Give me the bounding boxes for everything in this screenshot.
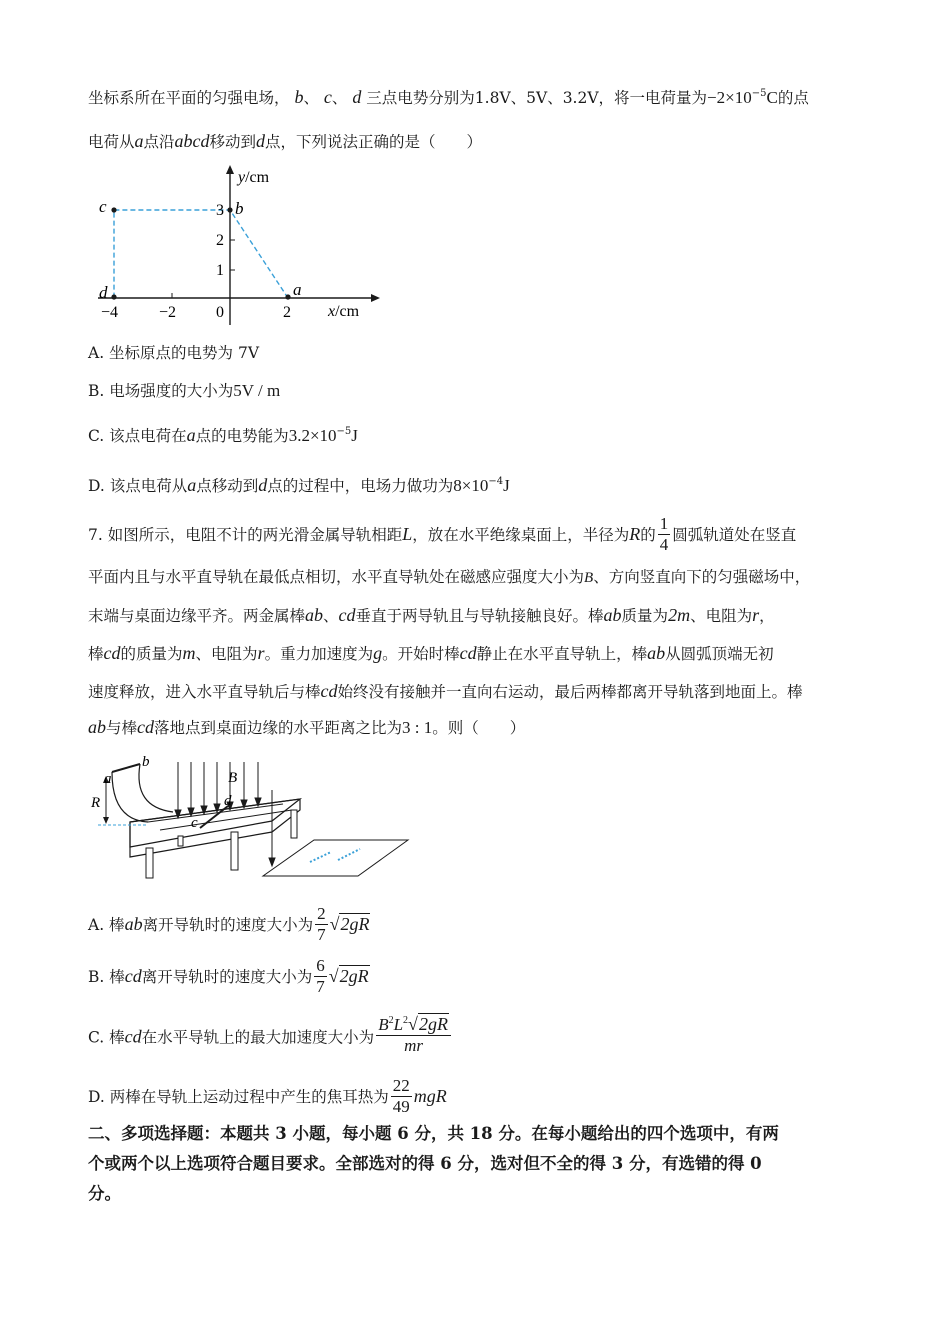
- fig-label-B: B: [228, 770, 238, 786]
- var-r: r: [257, 643, 265, 663]
- path-abcd: [114, 210, 288, 298]
- var-ab: ab: [647, 643, 666, 663]
- x-tick-label: 0: [216, 304, 224, 321]
- var-r: r: [752, 605, 760, 625]
- radicand: 2gR: [418, 1014, 448, 1034]
- q7-text: 末端与桌面边缘平齐。两金属棒: [88, 607, 306, 625]
- charge-exp: −5: [751, 88, 767, 99]
- table-leg: [178, 836, 183, 846]
- field-value: 5V / m: [233, 381, 281, 400]
- q6-coordinate-graph: [88, 160, 388, 330]
- var-cd: cd: [137, 717, 155, 737]
- energy-value: 3.2×10: [288, 426, 337, 445]
- q6-option-d: [88, 476, 510, 495]
- table-leg: [231, 832, 238, 870]
- y-tick-label: 2: [216, 232, 224, 249]
- fig-label-b: b: [142, 754, 150, 770]
- frac-den: 49: [392, 1096, 410, 1116]
- q7-text: 静止在水平直导轨上，棒: [476, 645, 648, 663]
- frac-den: 7: [317, 924, 326, 944]
- var-d: d: [256, 131, 266, 151]
- var-2m: 2m: [668, 605, 691, 625]
- var-d: d: [258, 475, 268, 495]
- sqrt-expression: √2gR: [329, 914, 370, 935]
- fig-label-c: c: [191, 815, 198, 831]
- q6-text: 三点电势分别为1.8V、5V、3.2V，将一电荷量为: [366, 89, 708, 107]
- var-cd: cd: [103, 643, 121, 663]
- option-text: 在水平导轨上的最大加速度大小为: [141, 1028, 375, 1047]
- q7-line-3: [88, 606, 775, 625]
- var-d: d: [352, 87, 362, 107]
- y-tick-label: 3: [216, 202, 224, 219]
- var-cd: cd: [124, 1026, 142, 1047]
- q7-line-6: [88, 718, 525, 737]
- q6-text: 电荷从: [88, 133, 135, 151]
- frac-den: mr: [404, 1035, 424, 1055]
- table-leg: [146, 848, 153, 878]
- option-text: B. 电场强度的大小为: [88, 382, 234, 400]
- x-tick-label: 2: [283, 304, 291, 321]
- var-ab: ab: [124, 914, 143, 935]
- q6-text: 移动到: [209, 133, 257, 151]
- q7-option-b: [88, 958, 370, 998]
- radicand: 2gR: [340, 914, 370, 935]
- q7-text: ，放在水平绝缘桌面上，半径为: [412, 526, 630, 545]
- q7-text: 与棒: [106, 719, 138, 737]
- x-axis-arrow: [371, 294, 380, 302]
- ratio-value: 3 : 1: [402, 718, 433, 737]
- fraction-quarter: [658, 514, 671, 554]
- sqrt-expression: √2gR: [328, 966, 369, 987]
- energy-unit: J: [351, 426, 358, 445]
- var-a: a: [134, 131, 144, 151]
- label-b: b: [235, 199, 244, 218]
- arc-rail-front: [112, 772, 148, 822]
- point-b: [227, 207, 232, 212]
- q6-line-1: [88, 88, 809, 107]
- q7-text: 圆弧轨道处在竖直: [672, 526, 797, 545]
- q7-text: 质量为: [621, 607, 669, 625]
- q6-text: 的点: [777, 89, 809, 107]
- option-text: 点移动到: [196, 477, 259, 495]
- option-text: C. 该点电荷在: [88, 427, 187, 445]
- q7-text: 的: [640, 526, 656, 545]
- fraction: [315, 904, 328, 944]
- var-B: B: [378, 1015, 389, 1034]
- work-exp: −4: [488, 476, 504, 487]
- var-R: R: [629, 524, 641, 545]
- var-cd: cd: [338, 605, 356, 625]
- label-a: a: [293, 280, 302, 299]
- q7-option-a: [88, 906, 370, 946]
- sep: 、: [323, 607, 339, 625]
- var-L: L: [402, 524, 413, 545]
- q7-line-4: [88, 644, 774, 663]
- frac-num: 2: [317, 904, 326, 923]
- section2-line-1: 二、多项选择题：本题共 3 小题，每小题 6 分，共 18 分。在每小题给出的四个选项中，有两: [88, 1124, 779, 1143]
- q6-line-2: [88, 132, 482, 151]
- sqrt-expression: √2gR: [408, 1014, 448, 1034]
- frac-num: 6: [316, 956, 325, 975]
- var-m: m: [182, 643, 196, 663]
- fraction: [391, 1076, 412, 1116]
- radicand: 2gR: [339, 966, 369, 987]
- point-d: [111, 294, 116, 299]
- dim-arrow: [103, 817, 109, 824]
- var-c: c: [323, 87, 332, 107]
- point-c: [111, 207, 116, 212]
- fraction: [376, 1014, 451, 1055]
- fig-label-d: d: [224, 793, 232, 809]
- q7-text: 、电阻为: [195, 645, 258, 663]
- q6-option-b: [88, 382, 280, 400]
- q6-text: 点沿: [143, 133, 175, 151]
- q7-text: 速度释放，进入水平直导轨后与棒: [88, 683, 321, 701]
- fraction: [314, 956, 327, 996]
- frac-den: 7: [316, 976, 325, 996]
- charge-unit: C: [766, 88, 778, 107]
- fig-label-R: R: [91, 795, 101, 811]
- section2-line-3: 分。: [88, 1184, 121, 1203]
- frac-den: 4: [659, 534, 669, 554]
- q6-option-a: [88, 346, 259, 362]
- sep: 、: [303, 89, 319, 107]
- q7-rail-figure: [88, 752, 418, 887]
- var-ab: ab: [88, 717, 106, 737]
- option-text: 离开导轨时的速度大小为: [142, 916, 314, 935]
- var-cd: cd: [459, 643, 477, 663]
- point-a: [285, 294, 290, 299]
- var-cd: cd: [124, 966, 142, 987]
- var-ab: ab: [603, 605, 622, 625]
- q7-line-5: [88, 682, 803, 701]
- y-unit: /cm: [245, 169, 270, 186]
- frac-num: 22: [392, 1076, 410, 1095]
- q7-option-d: [88, 1078, 447, 1118]
- option-text: D. 两棒在导轨上运动过程中产生的焦耳热为: [88, 1088, 389, 1107]
- q7-text: 。开始时棒: [382, 645, 460, 663]
- q7-line-1: [88, 516, 796, 556]
- q7-text: 、电阻为: [690, 607, 753, 625]
- option-text: 点的电势能为: [195, 427, 289, 445]
- table-leg: [291, 810, 297, 838]
- option-text: B. 棒: [88, 968, 125, 987]
- q7-text: 从圆弧顶端无初: [665, 645, 774, 663]
- y-tick-label: 1: [216, 262, 224, 279]
- frac-num: [376, 1014, 451, 1036]
- var-a: a: [186, 425, 196, 445]
- q7-text: 平面内且与水平直导轨在最低点相切，水平直导轨处在磁感应强度大小为: [88, 568, 585, 586]
- q7-line-2: [88, 570, 810, 586]
- q7-text: ，: [759, 607, 775, 625]
- q6-text: 坐标系所在平面的匀强电场，: [88, 89, 290, 107]
- bar-ab: [112, 764, 140, 772]
- work-unit: J: [503, 476, 510, 495]
- y-axis-label: y/cm: [238, 169, 270, 186]
- energy-exp: −5: [336, 426, 352, 437]
- var-a: a: [187, 475, 197, 495]
- charge-coef: −2×10: [707, 88, 752, 107]
- frac-num: 1: [659, 514, 669, 533]
- fig-label-a: a: [104, 771, 112, 787]
- q7-text: 。重力加速度为: [264, 645, 374, 663]
- var-cd: cd: [320, 681, 338, 701]
- q7-text: 7. 如图所示，电阻不计的两光滑金属导轨相距: [88, 526, 403, 545]
- option-text: A. 坐标原点的电势为 7V: [88, 344, 260, 362]
- var-b: b: [294, 87, 304, 107]
- q6-text: 点，下列说法正确的是（ ）: [265, 133, 483, 151]
- q7-text: 始终没有接触并一直向右运动，最后两棒都离开导轨落到地面上。棒: [337, 683, 803, 701]
- option-text: C. 棒: [88, 1028, 125, 1047]
- option-text: 点的过程中，电场力做功为: [267, 477, 454, 495]
- section2-line-2: 个或两个以上选项符合题目要求。全部选对的得 6 分，选对但不全的得 3 分，有选错的得 0: [88, 1154, 762, 1173]
- q7-text: 垂直于两导轨且与导轨接触良好。棒: [355, 607, 604, 625]
- var-abcd: abcd: [174, 131, 210, 151]
- q7-text: 的质量为: [120, 645, 183, 663]
- q7-text: 落地点到桌面边缘的水平距离之比为: [154, 719, 403, 737]
- option-text: 离开导轨时的速度大小为: [141, 968, 313, 987]
- var-ab: ab: [305, 605, 324, 625]
- q7-text: 、方向竖直向下的匀强磁场中，: [593, 568, 811, 586]
- x-axis-label: x/cm: [328, 303, 360, 320]
- arc-rail-back: [139, 764, 173, 812]
- var-g: g: [373, 643, 383, 663]
- exp: 2: [388, 1015, 394, 1026]
- label-d: d: [99, 283, 108, 302]
- q7-option-c: [88, 1014, 453, 1059]
- ground: [263, 840, 408, 876]
- q6-option-c: [88, 426, 358, 445]
- q7-text: 棒: [88, 645, 104, 663]
- work-value: 8×10: [453, 476, 489, 495]
- y-axis-arrow: [226, 165, 234, 174]
- var-mgR: mgR: [413, 1086, 447, 1107]
- x-tick-label: −4: [101, 304, 119, 321]
- exp: 2: [403, 1015, 409, 1026]
- q7-text: 。则（ ）: [432, 719, 526, 737]
- option-text: A. 棒: [88, 916, 125, 935]
- x-tick-label: −2: [159, 304, 177, 321]
- var-L: L: [393, 1015, 404, 1034]
- sep: 、: [331, 89, 348, 107]
- label-c: c: [99, 197, 107, 216]
- option-text: D. 该点电荷从: [88, 477, 188, 495]
- var-B: B: [584, 570, 594, 586]
